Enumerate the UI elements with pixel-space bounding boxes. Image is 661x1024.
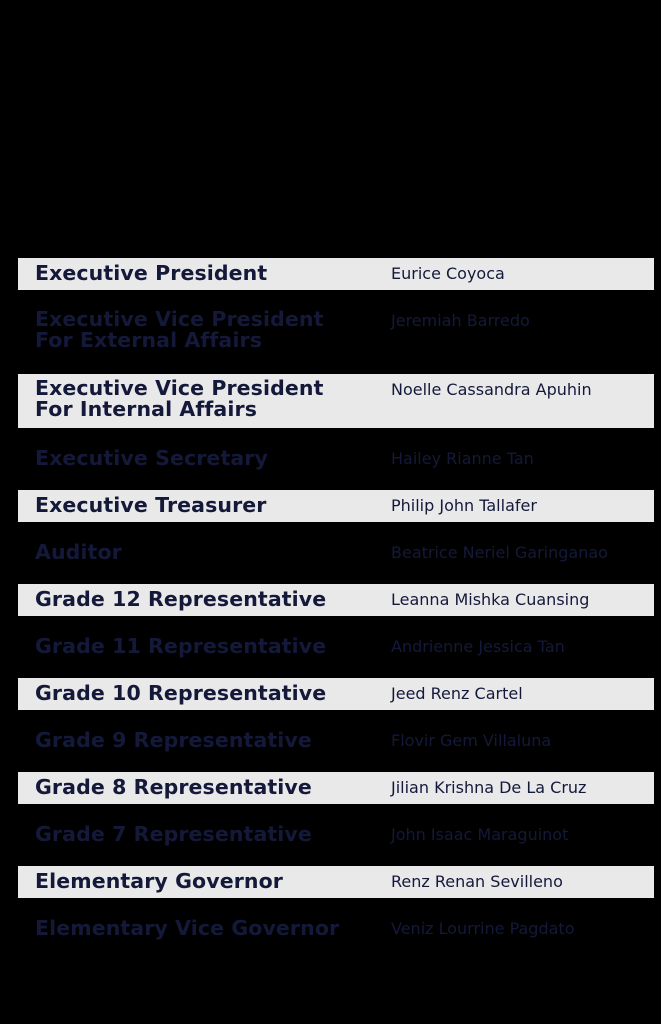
officer-roster [18, 258, 654, 960]
officer-position-line: Grade 12 Representative [35, 587, 327, 611]
officer-position-line: For Internal Affairs [35, 397, 258, 421]
officer-position [35, 918, 355, 939]
officer-name: Andrienne Jessica Tan [391, 637, 565, 656]
officer-position [35, 378, 355, 420]
officer-position-line: Grade 10 Representative [35, 681, 327, 705]
officer-position-line: Auditor [35, 540, 122, 564]
officer-row [18, 631, 654, 663]
officer-row [18, 772, 654, 804]
officer-position [35, 636, 355, 657]
officer-position-line: Executive Vice President [35, 376, 324, 400]
officer-name: Noelle Cassandra Apuhin [391, 380, 592, 399]
officer-name: Philip John Tallafer [391, 496, 537, 515]
officer-position [35, 683, 355, 704]
officer-name: John Isaac Maraguinot [391, 825, 569, 844]
officer-position-line: Elementary Governor [35, 869, 284, 893]
officer-position [35, 824, 355, 845]
officer-position-line: Executive Treasurer [35, 493, 267, 517]
officer-position [35, 542, 355, 563]
officer-row [18, 490, 654, 522]
officer-position-line: Grade 8 Representative [35, 775, 312, 799]
officer-name: Jilian Krishna De La Cruz [391, 778, 587, 797]
officer-row [18, 443, 654, 475]
officer-row [18, 678, 654, 710]
officer-position [35, 263, 355, 284]
officer-name: Jeed Renz Cartel [391, 684, 523, 703]
officer-row [18, 305, 654, 359]
officer-name: Beatrice Neriel Garinganao [391, 543, 608, 562]
officer-position-line: Executive Vice President [35, 307, 324, 331]
officer-row [18, 537, 654, 569]
officer-name: Leanna Mishka Cuansing [391, 590, 590, 609]
officer-position-line: Grade 7 Representative [35, 822, 312, 846]
officer-position-line: Grade 9 Representative [35, 728, 312, 752]
officer-row [18, 258, 654, 290]
officer-name: Hailey Rianne Tan [391, 449, 534, 468]
officer-position-line: Grade 11 Representative [35, 634, 327, 658]
officer-name: Renz Renan Sevilleno [391, 872, 563, 891]
officer-row [18, 866, 654, 898]
officer-row [18, 819, 654, 851]
officer-position [35, 495, 355, 516]
officer-position [35, 448, 355, 469]
officer-position [35, 730, 355, 751]
officer-position-line: Executive Secretary [35, 446, 268, 470]
officer-position [35, 589, 355, 610]
officer-name: Jeremiah Barredo [391, 311, 530, 330]
officer-position-line: Executive President [35, 261, 268, 285]
officer-name: Flovir Gem Villaluna [391, 731, 552, 750]
officer-position [35, 871, 355, 892]
officer-position [35, 777, 355, 798]
officer-row [18, 725, 654, 757]
officer-row [18, 374, 654, 428]
officer-position-line: For External Affairs [35, 328, 263, 352]
officer-position-line: Elementary Vice Governor [35, 916, 340, 940]
officer-name: Veniz Lourrine Pagdato [391, 919, 575, 938]
officer-row [18, 584, 654, 616]
officer-row [18, 913, 654, 945]
officer-position [35, 309, 355, 351]
officer-name: Eurice Coyoca [391, 264, 505, 283]
